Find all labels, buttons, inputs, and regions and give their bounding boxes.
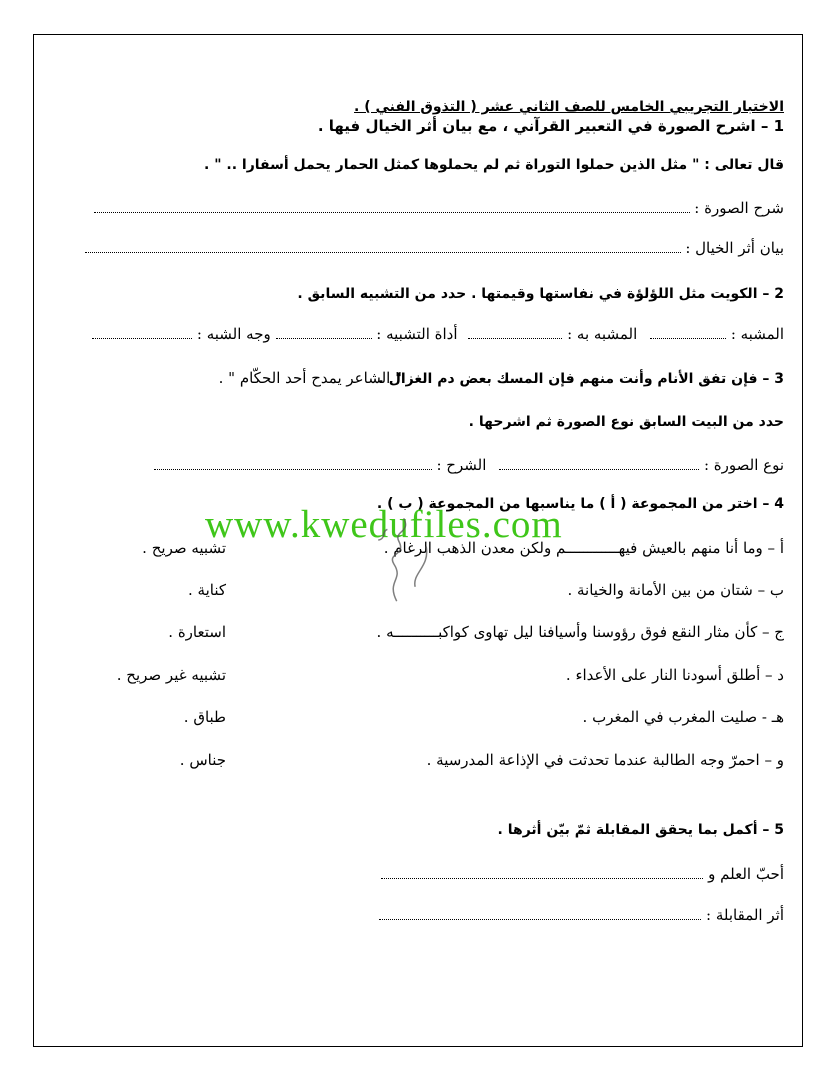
exam-title: الاختبار التجريبي الخامس للصف الثاني عشر ( التذوق الفني ) . (354, 99, 784, 115)
q5-line1-row (381, 864, 784, 884)
q4-item-a: أ – وما أنا منهم بالعيش فيهــــــــــــم ولكن معدن الذهب الرغام . (383, 539, 784, 557)
q2-vehicle-answer-line[interactable] (468, 326, 562, 339)
q4-option-2: كناية . (188, 581, 226, 599)
q3-type-answer-line[interactable] (499, 457, 699, 470)
q4-option-5: طباق . (183, 708, 226, 726)
q3-instruction: حدد من البيت السابق نوع الصورة ثم اشرحها . (468, 414, 784, 430)
q4-option-4: تشبيه غير صريح . (116, 666, 226, 684)
q2-heading: 2 – الكويت مثل اللؤلؤة في نفاستها وقيمتها . حدد من التشبيه السابق . (297, 286, 784, 302)
q4-item-b: ب – شتان من بين الأمانة والخيانة . (567, 581, 784, 599)
q2-ground-answer-line[interactable] (92, 326, 192, 339)
q5-heading: 5 – أكمل بما يحقق المقابلة ثمّ بيّن أثرها . (497, 822, 784, 838)
q5-line1-label: أحبّ العلم و (708, 865, 784, 883)
q2-tool-label: أداة التشبيه : (376, 325, 458, 343)
q1-effect-label: بيان أثر الخيال : (685, 239, 784, 257)
q2-fields-row (92, 324, 784, 344)
q1-verse: قال تعالى : " مثل الذين حملوا التوراة ثم لم يحملوها كمثل الحمار يحمل أسفارا .. " . (204, 157, 784, 173)
q3-verse: 3 – فإن تفق الأنام وأنت منهم فإن المسك بعض دم الغزال . (378, 371, 784, 387)
site-watermark: www.kwedufiles.com (205, 503, 563, 546)
q4-option-6: جناس . (179, 751, 226, 769)
q4-item-d: د – أطلق أسودنا النار على الأعداء . (565, 666, 784, 684)
q1-explain-row (94, 198, 785, 218)
q3-fields-row (154, 455, 784, 475)
q2-tool-answer-line[interactable] (276, 326, 372, 339)
q3-explain-answer-line[interactable] (154, 457, 432, 470)
q5-line1-answer-line[interactable] (381, 866, 703, 879)
q2-tenor-answer-line[interactable] (650, 326, 726, 339)
q2-vehicle-label: المشبه به : (567, 325, 638, 343)
q1-effect-answer-line[interactable] (85, 240, 681, 253)
q4-item-e: هـ - صليت المغرب في المغرب . (582, 708, 784, 726)
q1-effect-row (85, 238, 784, 258)
q4-option-3: استعارة . (168, 623, 226, 641)
q5-line2-answer-line[interactable] (379, 907, 701, 920)
q1-heading: 1 – اشرح الصورة في التعبير القرآني ، مع بيان أثر الخيال فيها . (317, 117, 784, 135)
q2-ground-label: وجه الشبه : (196, 325, 271, 343)
q5-line2-row (379, 905, 784, 925)
q5-line2-label: أثر المقابلة : (706, 906, 784, 924)
q3-poet-note: " الشاعر يمدح أحد الحكّام " . (218, 369, 402, 387)
q4-heading: 4 – اختر من المجموعة ( أ ) ما يناسبها من المجموعة ( ب ) . (376, 496, 784, 512)
q2-tenor-label: المشبه : (730, 325, 784, 343)
q3-explain-label: الشرح : (436, 456, 487, 474)
q1-explain-label: شرح الصورة : (694, 199, 784, 217)
q4-option-1: تشبيه صريح . (142, 539, 226, 557)
q1-explain-answer-line[interactable] (94, 200, 690, 213)
q4-item-f: و – احمرّ وجه الطالبة عندما تحدثت في الإذاعة المدرسية . (426, 751, 784, 769)
q4-item-c: ج – كأن مثار النقع فوق رؤوسنا وأسيافنا ليل تهاوى كواكبــــــــــه . (376, 623, 784, 641)
q3-type-label: نوع الصورة : (703, 456, 784, 474)
